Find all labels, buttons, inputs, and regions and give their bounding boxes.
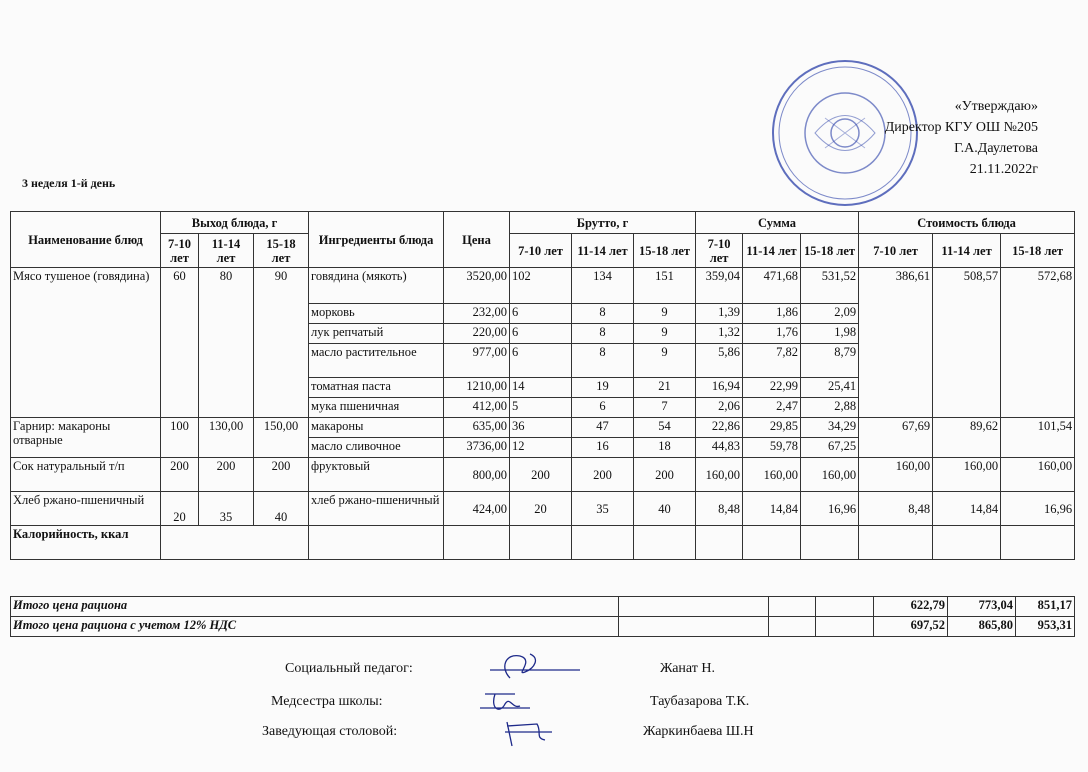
total-value: 697,52	[874, 617, 948, 637]
header-age: 15-18 лет	[1001, 234, 1075, 268]
header-age: 11-14 лет	[572, 234, 634, 268]
approval-title: «Утверждаю»	[954, 99, 1038, 114]
brutto-cell: 14	[510, 378, 572, 398]
cost-cell: 89,62	[933, 418, 1001, 458]
sum-cell: 22,86	[696, 418, 743, 438]
price-cell: 800,00	[444, 458, 510, 492]
yield-cell: 40	[254, 492, 309, 526]
brutto-cell: 36	[510, 418, 572, 438]
cost-cell: 160,00	[933, 458, 1001, 492]
sum-cell: 16,94	[696, 378, 743, 398]
header-brutto: Брутто, г	[510, 212, 696, 234]
yield-cell: 100	[161, 418, 199, 458]
yield-cell: 60	[161, 268, 199, 418]
approval-position: Директор КГУ ОШ №205	[884, 120, 1038, 135]
empty-cell	[510, 526, 572, 560]
sum-cell: 5,86	[696, 344, 743, 378]
table-row	[11, 458, 1075, 492]
ingredient-name: макароны	[309, 418, 444, 438]
sum-cell: 1,39	[696, 304, 743, 324]
brutto-cell: 12	[510, 438, 572, 458]
brutto-cell: 6	[510, 324, 572, 344]
empty-cell	[743, 526, 801, 560]
header-age: 15-18 лет	[634, 234, 696, 268]
header-ingredients: Ингредиенты блюда	[309, 212, 444, 268]
brutto-cell: 40	[634, 492, 696, 526]
brutto-cell: 134	[572, 268, 634, 304]
total-value: 773,04	[948, 597, 1016, 617]
price-cell: 424,00	[444, 492, 510, 526]
price-cell: 232,00	[444, 304, 510, 324]
header-age: 7-10 лет	[161, 234, 199, 268]
total-row	[11, 617, 1075, 637]
sum-cell: 471,68	[743, 268, 801, 304]
empty-cell	[619, 597, 769, 617]
sum-cell: 14,84	[743, 492, 801, 526]
dish-name: Мясо тушеное (говядина)	[11, 268, 161, 418]
ingredient-name: масло сливочное	[309, 438, 444, 458]
total-row	[11, 597, 1075, 617]
brutto-cell: 5	[510, 398, 572, 418]
yield-cell: 90	[254, 268, 309, 418]
empty-cell	[619, 617, 769, 637]
price-cell: 1210,00	[444, 378, 510, 398]
header-age: 7-10 лет	[696, 234, 743, 268]
dish-name: Хлеб ржано-пшеничный	[11, 492, 161, 526]
sum-cell: 359,04	[696, 268, 743, 304]
total-value: 851,17	[1016, 597, 1075, 617]
sum-cell: 160,00	[696, 458, 743, 492]
sum-cell: 44,83	[696, 438, 743, 458]
cost-cell: 386,61	[859, 268, 933, 418]
yield-cell: 200	[254, 458, 309, 492]
handwritten-signature	[480, 648, 590, 684]
empty-cell	[572, 526, 634, 560]
dish-name: Гарнир: макароны отварные	[11, 418, 161, 458]
brutto-cell: 54	[634, 418, 696, 438]
sum-cell: 160,00	[743, 458, 801, 492]
sum-cell: 29,85	[743, 418, 801, 438]
empty-cell	[816, 617, 874, 637]
cost-cell: 67,69	[859, 418, 933, 458]
yield-cell: 35	[199, 492, 254, 526]
cost-cell: 8,48	[859, 492, 933, 526]
empty-cell	[816, 597, 874, 617]
empty-cell	[933, 526, 1001, 560]
week-day-label: 3 неделя 1-й день	[22, 176, 116, 190]
total-label: Итого цена рациона	[11, 597, 619, 617]
signature-name: Жаркинбаева Ш.Н	[643, 724, 754, 739]
brutto-cell: 200	[510, 458, 572, 492]
brutto-cell: 102	[510, 268, 572, 304]
sum-cell: 1,98	[801, 324, 859, 344]
yield-cell: 130,00	[199, 418, 254, 458]
brutto-cell: 6	[510, 344, 572, 378]
header-age: 11-14 лет	[743, 234, 801, 268]
table-row	[11, 418, 1075, 438]
header-dish: Наименование блюд	[11, 212, 161, 268]
sum-cell: 2,06	[696, 398, 743, 418]
table-row	[11, 526, 1075, 560]
sum-cell: 22,99	[743, 378, 801, 398]
total-label: Итого цена рациона с учетом 12% НДС	[11, 617, 619, 637]
empty-cell	[769, 597, 816, 617]
sum-cell: 2,09	[801, 304, 859, 324]
brutto-cell: 9	[634, 304, 696, 324]
header-age: 11-14 лет	[199, 234, 254, 268]
cost-cell: 160,00	[1001, 458, 1075, 492]
empty-cell	[801, 526, 859, 560]
empty-cell	[161, 526, 309, 560]
sum-cell: 34,29	[801, 418, 859, 438]
calories-label: Калорийность, ккал	[11, 526, 161, 560]
approval-name: Г.А.Даулетова	[954, 141, 1038, 156]
price-cell: 3736,00	[444, 438, 510, 458]
ingredient-name: масло растительное	[309, 344, 444, 378]
brutto-cell: 200	[634, 458, 696, 492]
table-row	[11, 492, 1075, 526]
total-value: 865,80	[948, 617, 1016, 637]
brutto-cell: 151	[634, 268, 696, 304]
header-age: 7-10 лет	[859, 234, 933, 268]
total-value: 953,31	[1016, 617, 1075, 637]
sum-cell: 67,25	[801, 438, 859, 458]
sum-cell: 8,48	[696, 492, 743, 526]
brutto-cell: 200	[572, 458, 634, 492]
signature-role: Медсестра школы:	[271, 694, 383, 709]
table-row	[11, 268, 1075, 304]
empty-cell	[444, 526, 510, 560]
brutto-cell: 7	[634, 398, 696, 418]
header-yield: Выход блюда, г	[161, 212, 309, 234]
ingredient-name: томатная паста	[309, 378, 444, 398]
sum-cell: 25,41	[801, 378, 859, 398]
price-cell: 220,00	[444, 324, 510, 344]
sum-cell: 7,82	[743, 344, 801, 378]
menu-table	[10, 211, 1075, 560]
brutto-cell: 9	[634, 324, 696, 344]
sum-cell: 1,76	[743, 324, 801, 344]
header-age: 15-18 лет	[801, 234, 859, 268]
sum-cell: 1,32	[696, 324, 743, 344]
header-age: 15-18 лет	[254, 234, 309, 268]
brutto-cell: 20	[510, 492, 572, 526]
ingredient-name: хлеб ржано-пшеничный	[309, 492, 444, 526]
brutto-cell: 21	[634, 378, 696, 398]
cost-cell: 508,57	[933, 268, 1001, 418]
yield-cell: 200	[199, 458, 254, 492]
sum-cell: 8,79	[801, 344, 859, 378]
approval-block	[838, 96, 1038, 180]
empty-cell	[634, 526, 696, 560]
sum-cell: 2,88	[801, 398, 859, 418]
dish-name: Сок натуральный т/п	[11, 458, 161, 492]
sum-cell: 16,96	[801, 492, 859, 526]
brutto-cell: 16	[572, 438, 634, 458]
yield-cell: 20	[161, 492, 199, 526]
ingredient-name: лук репчатый	[309, 324, 444, 344]
approval-date: 21.11.2022г	[969, 162, 1038, 177]
sum-cell: 59,78	[743, 438, 801, 458]
brutto-cell: 19	[572, 378, 634, 398]
brutto-cell: 47	[572, 418, 634, 438]
signature-role: Социальный педагог:	[285, 661, 413, 676]
totals-table	[10, 596, 1075, 637]
sum-cell: 160,00	[801, 458, 859, 492]
brutto-cell: 35	[572, 492, 634, 526]
header-sum: Сумма	[696, 212, 859, 234]
ingredient-name: фруктовый	[309, 458, 444, 492]
header-age: 11-14 лет	[933, 234, 1001, 268]
signature-role: Заведующая столовой:	[262, 724, 398, 739]
brutto-cell: 6	[572, 398, 634, 418]
price-cell: 635,00	[444, 418, 510, 438]
brutto-cell: 6	[510, 304, 572, 324]
cost-cell: 572,68	[1001, 268, 1075, 418]
yield-cell: 200	[161, 458, 199, 492]
cost-cell: 14,84	[933, 492, 1001, 526]
empty-cell	[769, 617, 816, 637]
brutto-cell: 8	[572, 324, 634, 344]
handwritten-signature	[497, 714, 557, 750]
empty-cell	[1001, 526, 1075, 560]
yield-cell: 150,00	[254, 418, 309, 458]
ingredient-name: говядина (мякоть)	[309, 268, 444, 304]
empty-cell	[309, 526, 444, 560]
sum-cell: 531,52	[801, 268, 859, 304]
price-cell: 977,00	[444, 344, 510, 378]
empty-cell	[859, 526, 933, 560]
ingredient-name: морковь	[309, 304, 444, 324]
sum-cell: 2,47	[743, 398, 801, 418]
cost-cell: 160,00	[859, 458, 933, 492]
header-age: 7-10 лет	[510, 234, 572, 268]
price-cell: 412,00	[444, 398, 510, 418]
brutto-cell: 8	[572, 304, 634, 324]
empty-cell	[696, 526, 743, 560]
total-value: 622,79	[874, 597, 948, 617]
sum-cell: 1,86	[743, 304, 801, 324]
brutto-cell: 18	[634, 438, 696, 458]
price-cell: 3520,00	[444, 268, 510, 304]
brutto-cell: 9	[634, 344, 696, 378]
yield-cell: 80	[199, 268, 254, 418]
cost-cell: 101,54	[1001, 418, 1075, 458]
ingredient-name: мука пшеничная	[309, 398, 444, 418]
signature-name: Таубазарова Т.К.	[650, 694, 750, 709]
header-cost: Стоимость блюда	[859, 212, 1075, 234]
brutto-cell: 8	[572, 344, 634, 378]
cost-cell: 16,96	[1001, 492, 1075, 526]
header-price: Цена	[444, 212, 510, 268]
signature-name: Жанат Н.	[660, 661, 715, 676]
